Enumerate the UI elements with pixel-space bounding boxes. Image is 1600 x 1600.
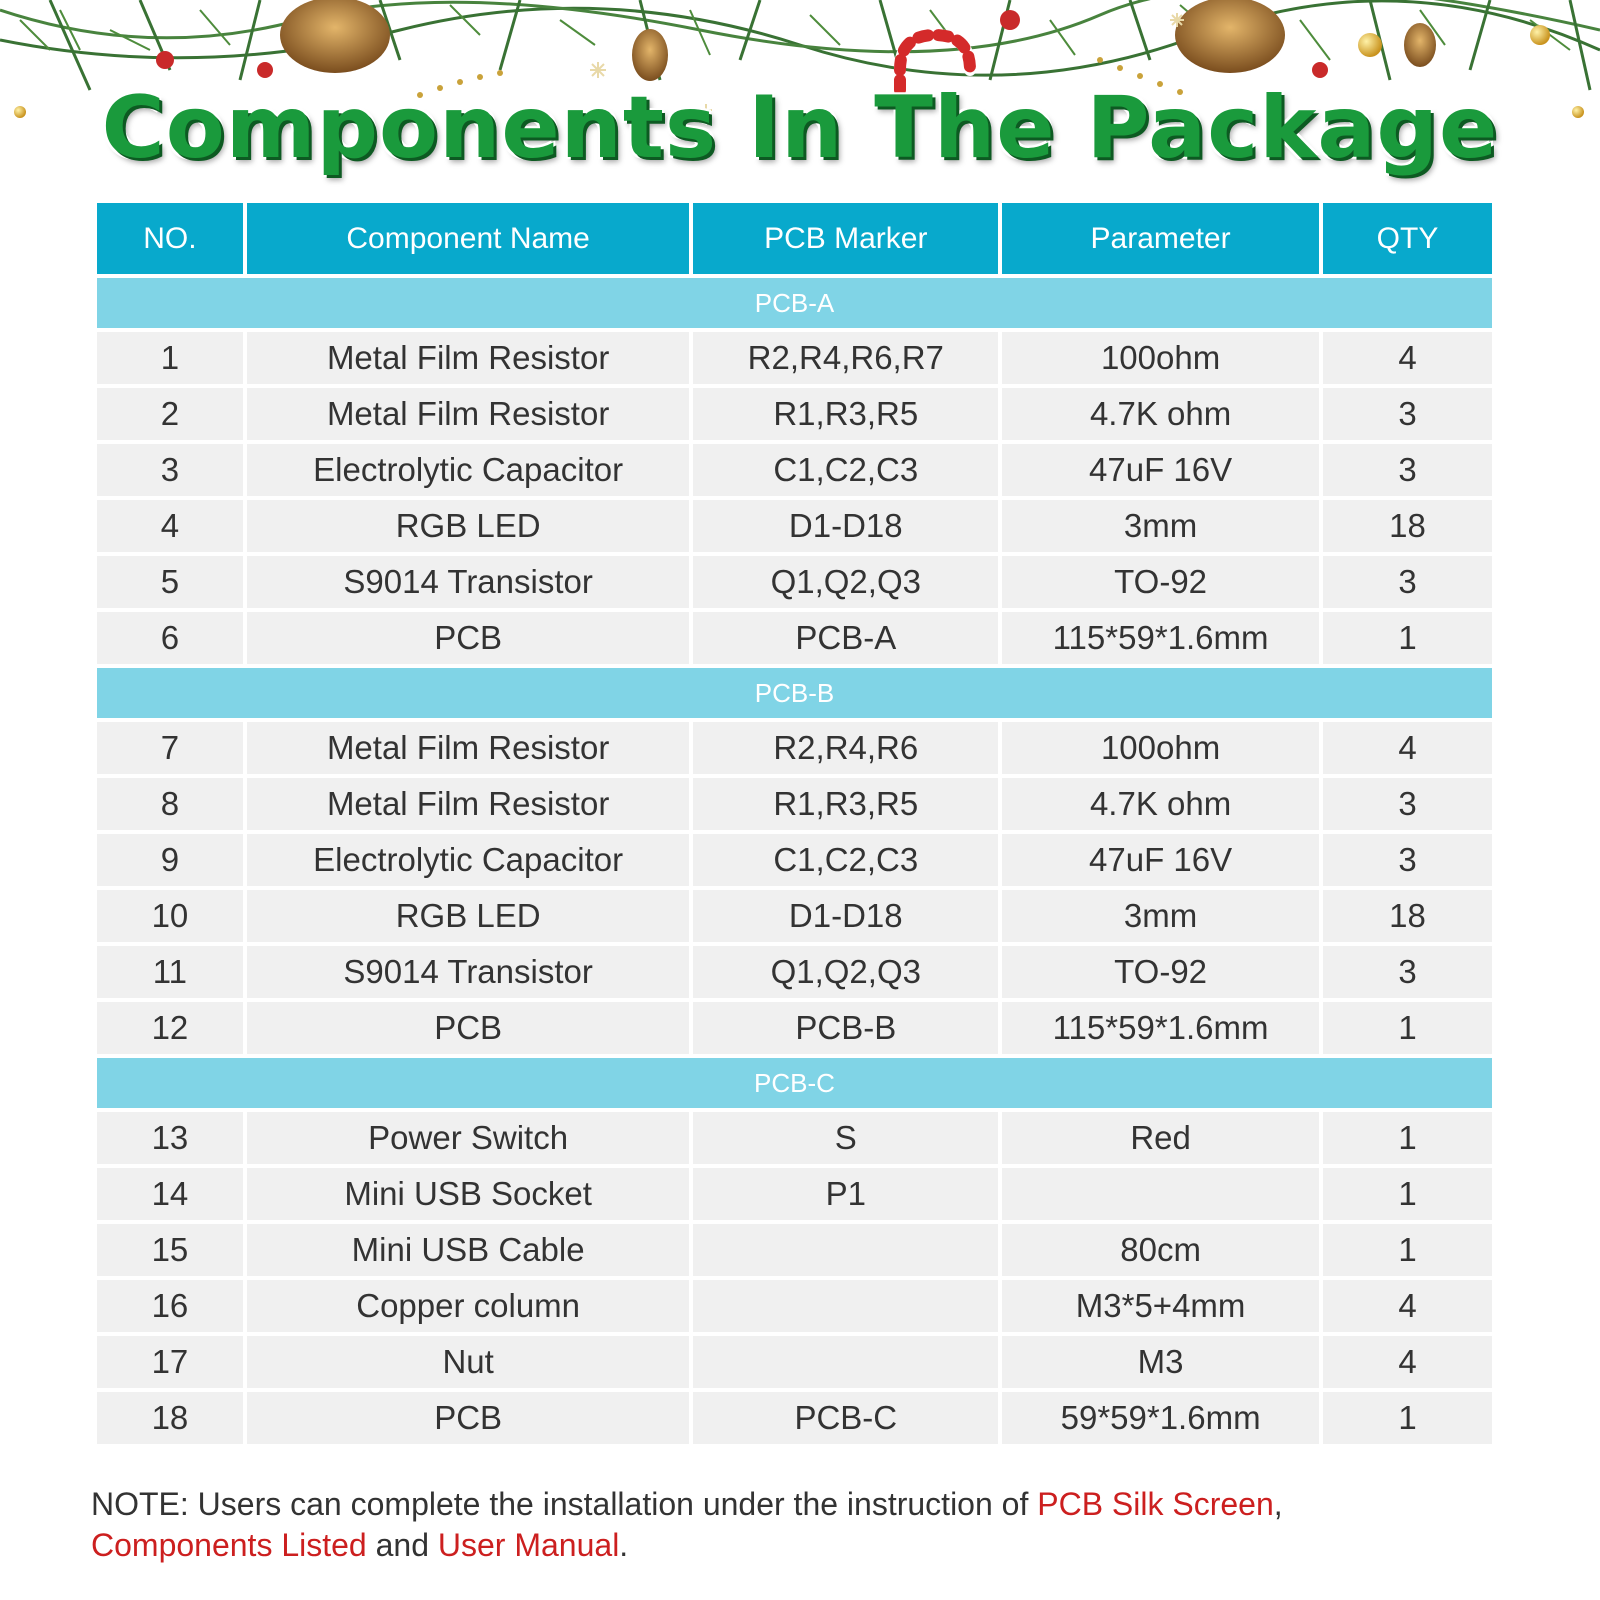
cell-component-name: Electrolytic Capacitor	[247, 834, 690, 886]
table-row	[97, 500, 1492, 552]
table-row	[97, 1112, 1492, 1164]
cell-no: 3	[97, 444, 243, 496]
cell-pcb-marker: D1-D18	[693, 890, 998, 942]
cell-qty: 4	[1323, 722, 1492, 774]
cell-component-name: RGB LED	[247, 890, 690, 942]
cell-pcb-marker: C1,C2,C3	[693, 444, 998, 496]
cell-qty: 1	[1323, 1112, 1492, 1164]
pinecones	[280, 0, 1436, 81]
cell-no: 1	[97, 332, 243, 384]
installation-note	[91, 1484, 1531, 1566]
cell-component-name: Mini USB Socket	[247, 1168, 690, 1220]
cell-qty: 4	[1323, 332, 1492, 384]
section-label: PCB-C	[97, 1058, 1492, 1108]
cell-parameter: 115*59*1.6mm	[1002, 1002, 1319, 1054]
cell-parameter: 100ohm	[1002, 722, 1319, 774]
table-row	[97, 946, 1492, 998]
cell-no: 7	[97, 722, 243, 774]
cell-pcb-marker: PCB-A	[693, 612, 998, 664]
cell-no: 4	[97, 500, 243, 552]
cell-component-name: Power Switch	[247, 1112, 690, 1164]
cell-no: 12	[97, 1002, 243, 1054]
header-no: NO.	[97, 203, 243, 274]
header-component-name: Component Name	[247, 203, 690, 274]
cell-component-name: Mini USB Cable	[247, 1224, 690, 1276]
cell-parameter: 3mm	[1002, 500, 1319, 552]
page-title: Components In The Package	[101, 78, 1499, 178]
cell-pcb-marker	[693, 1280, 998, 1332]
cell-pcb-marker	[693, 1224, 998, 1276]
cell-no: 11	[97, 946, 243, 998]
cell-component-name: Copper column	[247, 1280, 690, 1332]
cell-qty: 3	[1323, 946, 1492, 998]
note-suffix: .	[619, 1527, 629, 1563]
cell-no: 10	[97, 890, 243, 942]
cell-component-name: Nut	[247, 1336, 690, 1388]
cell-qty: 18	[1323, 890, 1492, 942]
cell-parameter: Red	[1002, 1112, 1319, 1164]
components-table	[93, 199, 1496, 1448]
cell-pcb-marker: PCB-B	[693, 1002, 998, 1054]
table-row	[97, 1224, 1492, 1276]
cell-no: 16	[97, 1280, 243, 1332]
cell-component-name: PCB	[247, 1392, 690, 1444]
cell-qty: 4	[1323, 1336, 1492, 1388]
table-row	[97, 722, 1492, 774]
note-components-listed: Components Listed	[91, 1527, 367, 1563]
cell-no: 14	[97, 1168, 243, 1220]
cell-parameter: M3*5+4mm	[1002, 1280, 1319, 1332]
cell-qty: 3	[1323, 778, 1492, 830]
cell-component-name: Metal Film Resistor	[247, 722, 690, 774]
cell-parameter: 100ohm	[1002, 332, 1319, 384]
table-row	[97, 444, 1492, 496]
cell-pcb-marker: Q1,Q2,Q3	[693, 556, 998, 608]
cell-parameter: 47uF 16V	[1002, 444, 1319, 496]
table-row	[97, 890, 1492, 942]
table-row	[97, 332, 1492, 384]
cell-qty: 4	[1323, 1280, 1492, 1332]
cell-no: 9	[97, 834, 243, 886]
cell-parameter: 4.7K ohm	[1002, 388, 1319, 440]
cell-component-name: Metal Film Resistor	[247, 778, 690, 830]
table-row	[97, 1336, 1492, 1388]
cell-pcb-marker: P1	[693, 1168, 998, 1220]
cell-qty: 3	[1323, 834, 1492, 886]
cell-pcb-marker: R2,R4,R6,R7	[693, 332, 998, 384]
cell-pcb-marker: PCB-C	[693, 1392, 998, 1444]
cell-pcb-marker: Q1,Q2,Q3	[693, 946, 998, 998]
header-qty: QTY	[1323, 203, 1492, 274]
table-row	[97, 834, 1492, 886]
cell-qty: 1	[1323, 1002, 1492, 1054]
cell-qty: 3	[1323, 388, 1492, 440]
cell-no: 18	[97, 1392, 243, 1444]
cell-parameter: 115*59*1.6mm	[1002, 612, 1319, 664]
cell-component-name: Metal Film Resistor	[247, 332, 690, 384]
header-pcb-marker: PCB Marker	[693, 203, 998, 274]
cell-pcb-marker: S	[693, 1112, 998, 1164]
cell-no: 13	[97, 1112, 243, 1164]
cell-pcb-marker: R1,R3,R5	[693, 388, 998, 440]
cell-qty: 1	[1323, 1392, 1492, 1444]
cell-component-name: Metal Film Resistor	[247, 388, 690, 440]
section-label: PCB-B	[97, 668, 1492, 718]
cell-parameter: 4.7K ohm	[1002, 778, 1319, 830]
header-parameter: Parameter	[1002, 203, 1319, 274]
note-pcb-silk-screen: PCB Silk Screen	[1037, 1486, 1274, 1522]
cell-component-name: PCB	[247, 1002, 690, 1054]
cell-parameter: 59*59*1.6mm	[1002, 1392, 1319, 1444]
cell-component-name: RGB LED	[247, 500, 690, 552]
table-row	[97, 1002, 1492, 1054]
note-user-manual: User Manual	[437, 1527, 620, 1563]
cell-qty: 1	[1323, 612, 1492, 664]
cell-pcb-marker: R1,R3,R5	[693, 778, 998, 830]
cell-parameter: 3mm	[1002, 890, 1319, 942]
cell-qty: 3	[1323, 444, 1492, 496]
cell-pcb-marker: R2,R4,R6	[693, 722, 998, 774]
note-separator-1: ,	[1273, 1486, 1283, 1522]
cell-parameter: 80cm	[1002, 1224, 1319, 1276]
cell-no: 17	[97, 1336, 243, 1388]
cell-pcb-marker: D1-D18	[693, 500, 998, 552]
table-row	[97, 1280, 1492, 1332]
cell-qty: 1	[1323, 1168, 1492, 1220]
section-row-pcb-a	[97, 278, 1492, 328]
section-row-pcb-b	[97, 668, 1492, 718]
cell-parameter: TO-92	[1002, 556, 1319, 608]
cell-component-name: PCB	[247, 612, 690, 664]
cell-qty: 1	[1323, 1224, 1492, 1276]
cell-parameter	[1002, 1168, 1319, 1220]
section-label: PCB-A	[97, 278, 1492, 328]
table-row	[97, 556, 1492, 608]
cell-no: 8	[97, 778, 243, 830]
cell-pcb-marker	[693, 1336, 998, 1388]
table-header-row	[97, 203, 1492, 274]
cell-parameter: TO-92	[1002, 946, 1319, 998]
cell-component-name: S9014 Transistor	[247, 946, 690, 998]
note-separator-2: and	[366, 1527, 438, 1563]
table-row	[97, 1392, 1492, 1444]
table-row	[97, 612, 1492, 664]
table-row	[97, 778, 1492, 830]
table-row	[97, 388, 1492, 440]
cell-component-name: S9014 Transistor	[247, 556, 690, 608]
cell-qty: 18	[1323, 500, 1492, 552]
note-prefix: NOTE: Users can complete the installation under the instruction of	[91, 1486, 1038, 1522]
cell-no: 6	[97, 612, 243, 664]
cell-pcb-marker: C1,C2,C3	[693, 834, 998, 886]
cell-qty: 3	[1323, 556, 1492, 608]
cell-component-name: Electrolytic Capacitor	[247, 444, 690, 496]
section-row-pcb-c	[97, 1058, 1492, 1108]
cell-no: 15	[97, 1224, 243, 1276]
table-row	[97, 1168, 1492, 1220]
cell-parameter: M3	[1002, 1336, 1319, 1388]
cell-no: 2	[97, 388, 243, 440]
cell-parameter: 47uF 16V	[1002, 834, 1319, 886]
cell-no: 5	[97, 556, 243, 608]
